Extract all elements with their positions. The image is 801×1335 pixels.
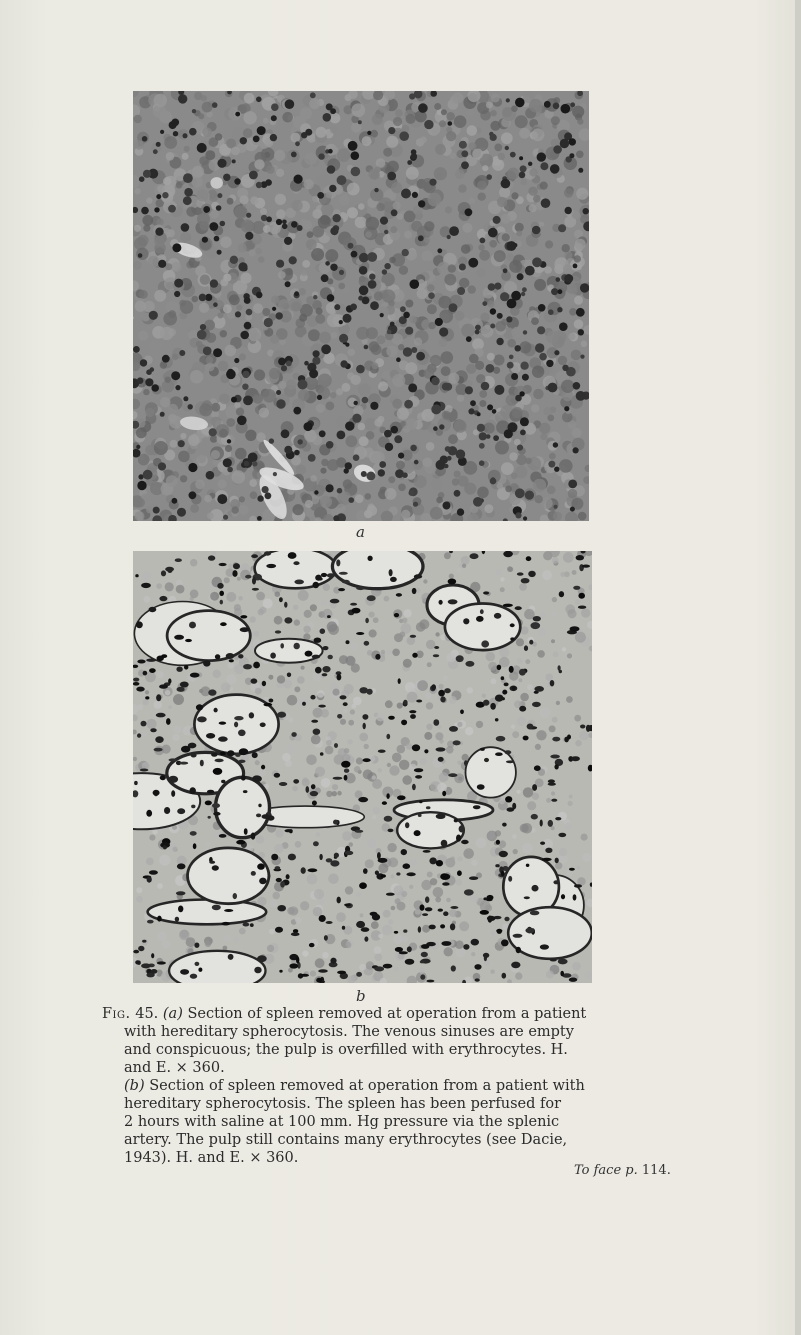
figure-number: 45. <box>135 1006 159 1022</box>
caption-b-line-5: 1943). H. and E. × 360. <box>124 1150 299 1166</box>
to-face-page-number: 114. <box>637 1163 671 1178</box>
caption-a-marker: (a) <box>162 1006 183 1022</box>
caption-a-line-4: and E. × 360. <box>124 1060 225 1076</box>
micrograph-b-image <box>133 551 592 983</box>
micrograph-plate-a <box>133 91 589 521</box>
caption-b-line-4: artery. The pulp still contains many erythrocytes (see Dacie, <box>124 1132 568 1148</box>
caption-a-line-1 <box>102 1005 662 1023</box>
caption-b-line-3: 2 hours with saline at 100 mm. Hg pressure via the splenic <box>124 1114 560 1130</box>
caption-b-line-1 <box>102 1077 662 1095</box>
caption-a-text-1: Section of spleen removed at operation from a patient <box>182 1006 587 1022</box>
micrograph-plate-b <box>133 551 592 983</box>
caption-a <box>102 1005 662 1077</box>
caption-b-line-2: hereditary spherocytosis. The spleen has been perfused for <box>124 1096 562 1112</box>
plate-a-label: a <box>356 523 365 541</box>
to-face-page-note <box>574 1163 671 1178</box>
micrograph-a-image <box>133 91 589 521</box>
plate-b-label: b <box>356 987 366 1005</box>
figure-label: Fig. <box>102 1006 131 1022</box>
caption-a-line-3: and conspicuous; the pulp is overfilled with erythrocytes. H. <box>124 1042 568 1058</box>
to-face-text: To face p. <box>574 1163 638 1178</box>
page-edge <box>795 0 801 1335</box>
caption-a-line-2: with hereditary spherocytosis. The venous sinuses are empty <box>124 1024 574 1040</box>
caption-b-text-1: Section of spleen removed at operation from a patient with <box>144 1078 585 1094</box>
caption-b <box>102 1077 662 1167</box>
caption-b-marker: (b) <box>124 1078 145 1094</box>
